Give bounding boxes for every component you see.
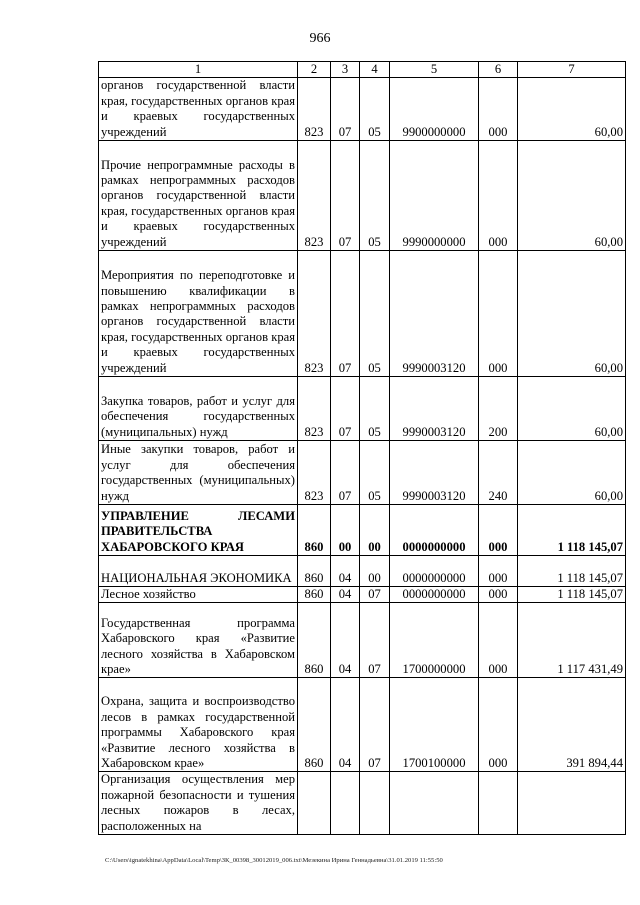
cell-section: 04 bbox=[331, 556, 360, 587]
cell-section: 04 bbox=[331, 603, 360, 678]
cell-amount bbox=[518, 772, 626, 835]
cell-amount: 1 118 145,07 bbox=[518, 587, 626, 603]
cell-subsection: 07 bbox=[360, 587, 390, 603]
footer-file-path: C:\Users\ignatekhina\AppData\Local\Temp\ЗК_00398_30012019_006.txt\Мезекина Ирина Геннадьевна\31.01.2019 11:55:50 bbox=[105, 857, 443, 864]
cell-admin-code: 823 bbox=[298, 78, 331, 141]
cell-subsection: 05 bbox=[360, 377, 390, 441]
cell-expense-type: 000 bbox=[479, 78, 518, 141]
cell-target-code bbox=[390, 772, 479, 835]
cell-subsection: 05 bbox=[360, 141, 390, 251]
cell-expense-type: 000 bbox=[479, 587, 518, 603]
header-col-3: 3 bbox=[331, 62, 360, 78]
cell-amount: 60,00 bbox=[518, 441, 626, 505]
header-col-2: 2 bbox=[298, 62, 331, 78]
table-row bbox=[99, 678, 626, 772]
table-row bbox=[99, 377, 626, 441]
cell-name: Иные закупки товаров, работ и услуг для обеспечения государственных (муниципальных) нужд bbox=[99, 441, 298, 505]
table-row bbox=[99, 587, 626, 603]
cell-target-code: 1700100000 bbox=[390, 678, 479, 772]
header-col-7: 7 bbox=[518, 62, 626, 78]
cell-expense-type: 200 bbox=[479, 377, 518, 441]
cell-amount: 391 894,44 bbox=[518, 678, 626, 772]
cell-section: 04 bbox=[331, 678, 360, 772]
header-row bbox=[99, 62, 626, 78]
cell-name: УПРАВЛЕНИЕ ЛЕСАМИ ПРАВИТЕЛЬСТВА ХАБАРОВСКОГО КРАЯ bbox=[99, 505, 298, 556]
table-row bbox=[99, 556, 626, 587]
cell-target-code: 9990000000 bbox=[390, 141, 479, 251]
cell-subsection: 05 bbox=[360, 251, 390, 377]
cell-amount: 1 118 145,07 bbox=[518, 556, 626, 587]
cell-admin-code: 823 bbox=[298, 251, 331, 377]
page-number: 966 bbox=[309, 31, 331, 46]
cell-admin-code: 860 bbox=[298, 603, 331, 678]
cell-admin-code bbox=[298, 772, 331, 835]
cell-expense-type: 000 bbox=[479, 603, 518, 678]
table-row bbox=[99, 78, 626, 141]
cell-target-code: 9990003120 bbox=[390, 251, 479, 377]
cell-section: 00 bbox=[331, 505, 360, 556]
cell-section: 07 bbox=[331, 377, 360, 441]
cell-admin-code: 860 bbox=[298, 587, 331, 603]
cell-expense-type: 240 bbox=[479, 441, 518, 505]
table-row bbox=[99, 141, 626, 251]
header-col-4: 4 bbox=[360, 62, 390, 78]
cell-expense-type: 000 bbox=[479, 141, 518, 251]
cell-target-code: 9990003120 bbox=[390, 377, 479, 441]
cell-expense-type: 000 bbox=[479, 251, 518, 377]
cell-name: Мероприятия по переподготовке и повышению квалификации в рамках непрограммных расходов органов государственной власти края, государственных органов края и краевых государственных учреждений bbox=[99, 251, 298, 377]
cell-name: Закупка товаров, работ и услуг для обеспечения государственных (муниципальных) нужд bbox=[99, 377, 298, 441]
cell-subsection bbox=[360, 772, 390, 835]
table-row bbox=[99, 505, 626, 556]
cell-section bbox=[331, 772, 360, 835]
table-row bbox=[99, 603, 626, 678]
table-row bbox=[99, 441, 626, 505]
cell-target-code: 9990003120 bbox=[390, 441, 479, 505]
header-col-1: 1 bbox=[99, 62, 298, 78]
cell-expense-type: 000 bbox=[479, 556, 518, 587]
cell-subsection: 00 bbox=[360, 505, 390, 556]
cell-subsection: 07 bbox=[360, 678, 390, 772]
cell-admin-code: 823 bbox=[298, 141, 331, 251]
cell-amount: 60,00 bbox=[518, 78, 626, 141]
header-col-6: 6 bbox=[479, 62, 518, 78]
table-row bbox=[99, 772, 626, 835]
cell-admin-code: 823 bbox=[298, 377, 331, 441]
cell-name: НАЦИОНАЛЬНАЯ ЭКОНОМИКА bbox=[99, 556, 298, 587]
cell-target-code: 9900000000 bbox=[390, 78, 479, 141]
cell-name: Организация осуществления мер пожарной безопасности и тушения лесных пожаров в лесах, расположенных на bbox=[99, 772, 298, 835]
header-col-5: 5 bbox=[390, 62, 479, 78]
cell-amount: 1 117 431,49 bbox=[518, 603, 626, 678]
table-row bbox=[99, 251, 626, 377]
cell-expense-type: 000 bbox=[479, 505, 518, 556]
cell-admin-code: 860 bbox=[298, 556, 331, 587]
cell-subsection: 05 bbox=[360, 78, 390, 141]
cell-admin-code: 823 bbox=[298, 441, 331, 505]
cell-amount: 60,00 bbox=[518, 141, 626, 251]
cell-section: 04 bbox=[331, 587, 360, 603]
cell-subsection: 05 bbox=[360, 441, 390, 505]
cell-amount: 60,00 bbox=[518, 251, 626, 377]
cell-admin-code: 860 bbox=[298, 678, 331, 772]
budget-table bbox=[98, 61, 626, 835]
cell-amount: 1 118 145,07 bbox=[518, 505, 626, 556]
cell-subsection: 07 bbox=[360, 603, 390, 678]
cell-section: 07 bbox=[331, 441, 360, 505]
cell-target-code: 0000000000 bbox=[390, 556, 479, 587]
cell-target-code: 1700000000 bbox=[390, 603, 479, 678]
cell-subsection: 00 bbox=[360, 556, 390, 587]
cell-amount: 60,00 bbox=[518, 377, 626, 441]
cell-expense-type bbox=[479, 772, 518, 835]
cell-name: органов государственной власти края, государственных органов края и краевых государственных учреждений bbox=[99, 78, 298, 141]
cell-target-code: 0000000000 bbox=[390, 587, 479, 603]
cell-section: 07 bbox=[331, 251, 360, 377]
cell-target-code: 0000000000 bbox=[390, 505, 479, 556]
cell-expense-type: 000 bbox=[479, 678, 518, 772]
cell-name: Лесное хозяйство bbox=[99, 587, 298, 603]
cell-section: 07 bbox=[331, 78, 360, 141]
cell-section: 07 bbox=[331, 141, 360, 251]
cell-name: Охрана, защита и воспроизводство лесов в рамках государственной программы Хабаровского края «Развитие лесного хозяйства в Хабаровском крае» bbox=[99, 678, 298, 772]
cell-admin-code: 860 bbox=[298, 505, 331, 556]
cell-name: Прочие непрограммные расходы в рамках непрограммных расходов органов государственной власти края, государственных органов края и краевых государственных учреждений bbox=[99, 141, 298, 251]
cell-name: Государственная программа Хабаровского края «Развитие лесного хозяйства в Хабаровском крае» bbox=[99, 603, 298, 678]
